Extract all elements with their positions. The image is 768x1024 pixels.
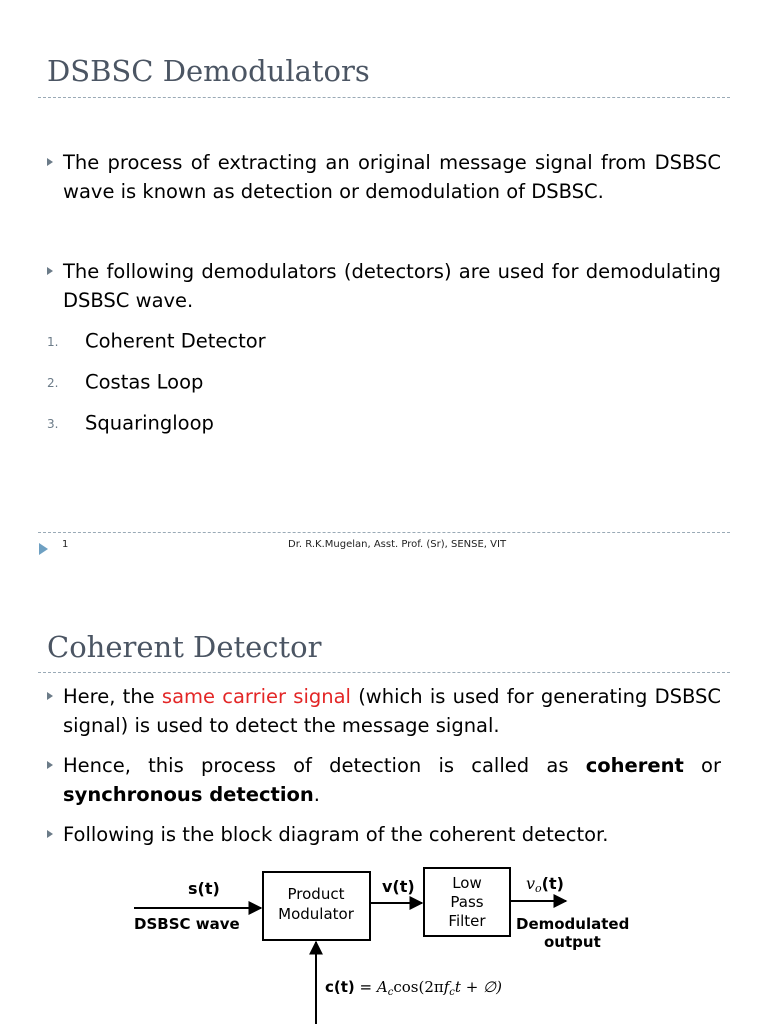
block-label: Product [287,885,345,903]
list-item [47,327,266,356]
block-diagram [120,862,660,1024]
bullet-triangle-icon [47,267,53,275]
bullet-text-post: (which is used for generating DSBSC signal) is used to detect the message signal. [63,685,721,737]
carrier-f-sub: c [449,987,455,998]
slide-title: DSBSC Demodulators [47,54,370,88]
bullet-text: Following is the block diagram of the coherent detector. [63,823,609,846]
list-item [47,368,203,397]
carrier-tail: t + ∅) [454,978,502,996]
bullet-text-mid: or [683,754,721,777]
block-label: Filter [448,912,486,930]
carrier-cos: cos(2π [393,978,444,996]
list-label: Squaringloop [85,411,214,435]
carrier-A-sub: c [387,987,394,998]
page-number: 1 [62,539,69,550]
bullet-text-post: . [313,783,320,806]
highlight-text: same carrier signal [161,685,351,708]
bullet-text: The following demodulators (detectors) are used for demodulating DSBSC wave. [63,260,721,312]
mid-signal-label: v(t) [382,877,415,896]
slide-title: Coherent Detector [47,630,322,664]
block-label: Pass [450,893,484,911]
list-number: 3. [47,416,59,431]
list-item [47,409,214,438]
carrier-eq: = [354,978,377,996]
list-label: Costas Loop [85,370,204,394]
list-number: 2. [47,375,59,390]
list-label: Coherent Detector [85,329,266,353]
output-t: (t) [541,874,564,893]
list-number: 1. [47,334,59,349]
carrier-A: A [376,978,388,996]
footer-arrow-icon [39,543,48,555]
bold-term: synchronous detection [63,783,314,806]
carrier-f: f [443,978,450,996]
bullet-text: The process of extracting an original message signal from DSBSC wave is known as detection or demodulation of DSBSC. [63,151,721,203]
input-wave-label: DSBSC wave [134,915,240,933]
output-v: v [526,874,536,893]
output-label: output [544,933,601,951]
bullet-triangle-icon [47,830,53,838]
bullet-paragraph [63,820,721,849]
output-subscript: o [535,882,542,895]
input-signal-label: s(t) [188,879,220,898]
bullet-text-pre: Here, the [63,685,162,708]
slide-2 [0,600,768,1024]
carrier-equation [325,978,502,998]
bold-term: coherent [585,754,684,777]
bullet-paragraph [63,751,721,809]
bullet-paragraph [63,682,721,740]
bullet-triangle-icon [47,692,53,700]
title-divider [38,672,730,673]
bullet-triangle-icon [47,158,53,166]
bullet-text-pre: Hence, this process of detection is called as [63,754,586,777]
block-label: Modulator [278,905,354,923]
block-label: Low [452,874,482,892]
title-divider [38,97,730,98]
carrier-ct: c(t) [325,978,355,996]
bullet-paragraph [63,148,721,206]
footer-author: Dr. R.K.Mugelan, Asst. Prof. (Sr), SENSE, VIT [288,539,507,550]
footer-divider [38,532,730,533]
bullet-paragraph [63,257,721,315]
output-signal-label [526,874,564,895]
bullet-triangle-icon [47,761,53,769]
output-label: Demodulated [516,915,630,933]
